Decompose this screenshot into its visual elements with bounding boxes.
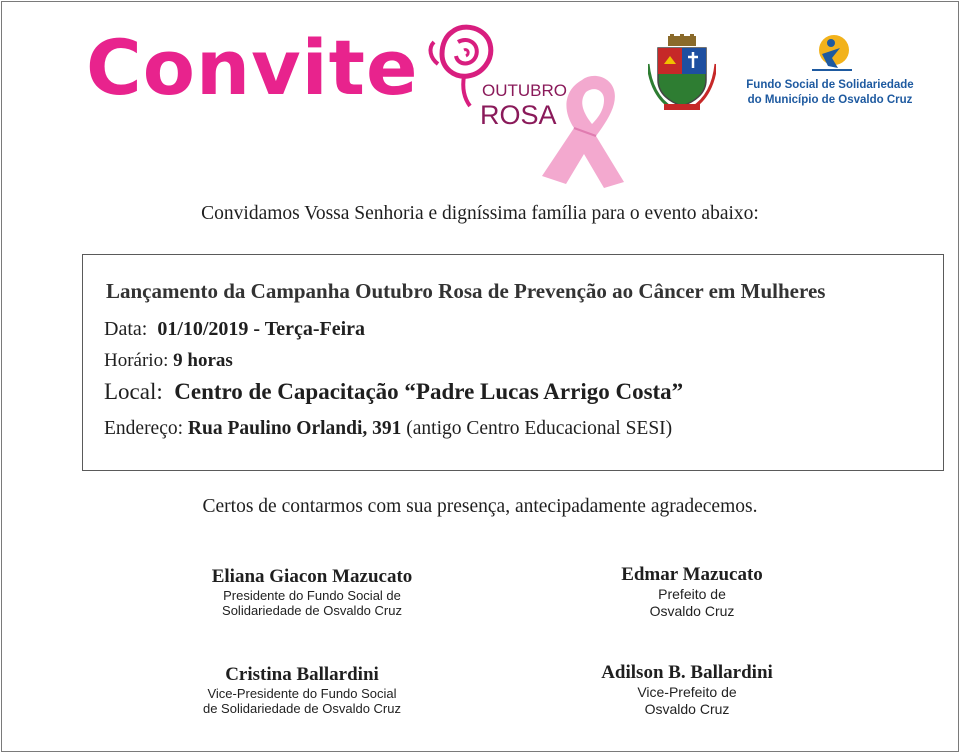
signatory-role xyxy=(537,684,837,718)
role-line: Vice-Presidente do Fundo Social xyxy=(207,686,397,701)
signatory-role xyxy=(162,588,462,618)
role-line: Osvaldo Cruz xyxy=(644,701,730,717)
address-note: (antigo Centro Educacional SESI) xyxy=(406,418,673,439)
fundo-social-line-1: Fundo Social de Solidariedade xyxy=(746,79,914,91)
address-value: Rua Paulino Orlandi, 391 xyxy=(187,418,402,439)
closing-text: Certos de contarmos com sua presença, antecipadamente agradecemos. xyxy=(202,496,758,517)
role-line: Prefeito de xyxy=(658,586,726,602)
logo-text-outubro: OUTUBRO xyxy=(482,81,567,100)
invitation-title: Convite xyxy=(86,23,419,112)
location-value: Centro de Capacitação “Padre Lucas Arrigo Costa” xyxy=(174,379,684,404)
time-value: 9 horas xyxy=(173,350,233,371)
role-line: Presidente do Fundo Social de xyxy=(223,588,401,603)
fundo-social-logo-icon xyxy=(810,32,854,72)
signature-block xyxy=(542,564,842,620)
time-label: Horário: xyxy=(104,350,169,371)
signature-block xyxy=(162,566,462,618)
outubro-rosa-logo xyxy=(424,24,624,194)
event-address-row xyxy=(104,418,672,440)
logo-text-rosa: ROSA xyxy=(480,100,557,130)
signature-block xyxy=(152,664,452,716)
role-line: de Solidariedade de Osvaldo Cruz xyxy=(202,701,401,716)
event-date-row xyxy=(104,318,365,341)
signatory-name: Edmar Mazucato xyxy=(621,564,763,585)
role-line: Vice-Prefeito de xyxy=(637,684,737,700)
date-label: Data: xyxy=(104,318,148,340)
signatory-role xyxy=(152,686,452,716)
signatory-name: Cristina Ballardini xyxy=(225,664,379,685)
event-location-row xyxy=(104,379,683,405)
fundo-social-line-2: do Município de Osvaldo Cruz xyxy=(747,94,913,106)
date-value: 01/10/2019 - Terça-Feira xyxy=(157,318,366,340)
location-label: Local: xyxy=(104,379,163,404)
role-line: Solidariedade de Osvaldo Cruz xyxy=(222,603,402,618)
signatory-name: Adilson B. Ballardini xyxy=(601,662,773,683)
signatory-name: Eliana Giacon Mazucato xyxy=(211,566,413,587)
event-title: Lançamento da Campanha Outubro Rosa de Prevenção ao Câncer em Mulheres xyxy=(106,279,826,303)
intro-text: Convidamos Vossa Senhoria e digníssima família para o evento abaixo: xyxy=(201,203,759,224)
city-crest-icon xyxy=(648,34,716,112)
signature-block xyxy=(537,662,837,718)
role-line: Osvaldo Cruz xyxy=(649,603,735,619)
signatory-role xyxy=(542,586,842,620)
event-time-row xyxy=(104,350,233,372)
address-label: Endereço: xyxy=(104,418,184,439)
fundo-social-name xyxy=(720,78,940,108)
